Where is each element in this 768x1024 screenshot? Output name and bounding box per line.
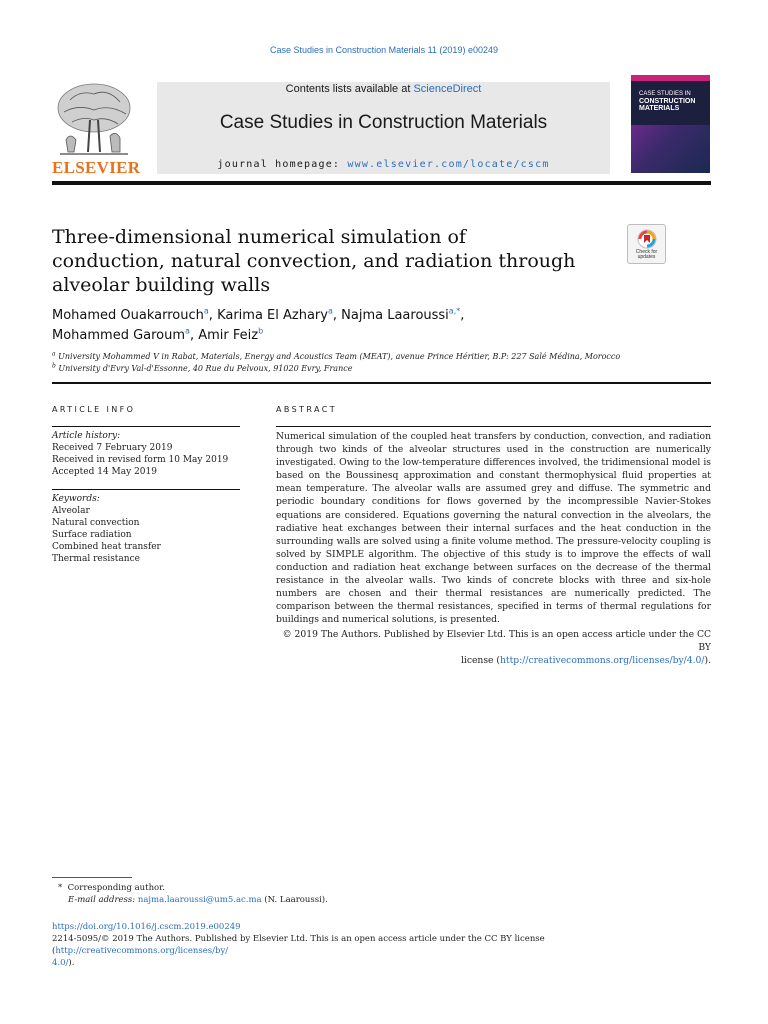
sciencedirect-link[interactable]: ScienceDirect (413, 83, 482, 95)
cover-stripe (631, 75, 710, 81)
author-affil-mark[interactable]: a (203, 306, 209, 316)
check-updates-icon (636, 228, 658, 250)
license-line: license (http://creativecommons.org/licenses/by/4.0/). (460, 655, 711, 667)
cover-artwork (631, 125, 710, 173)
check-for-updates-button[interactable] (627, 224, 666, 264)
doi-link[interactable]: https://doi.org/10.1016/j.cscm.2019.e00249 (52, 922, 241, 932)
journal-title: Case Studies in Construction Materials (219, 112, 548, 133)
abstract-text: Numerical simulation of the coupled heat transfers by conduction, convection, and radiation through two kinds of the alveolar structures used in the construction are numerically investigated. Owing to the low-temperature differences involved, the tridimensional model is based on the Boussinesq approximation and constant thermophysical fluid properties at mean temperature. The alveolar walls are assumed grey and diffuse. The symmetric and periodic boundary conditions for flows governed by the incompressible Navier-Stokes equations are considered. Equations governing the natural convection in the alveolars, the radiative heat exchanges between their internal surfaces and the heat conduction in the surrounding walls are solved using a finite volume method. The pressure-velocity coupling is solved by SIMPLE algorithm. The objective of this study is to improve the effects of wall conduction and radiation heat exchange between surfaces on the decrease of the thermal resistance in the alveolar walls. Two kinds of concrete blocks with three and six-hole numbers are chosen and their thermal resistances are numerically predicted. The comparison between the thermal resistances, specified in terms of thermal regulations for buildings and numerical solutions, is presented. (276, 431, 711, 626)
copyright-line: © 2019 The Authors. Published by Elsevier Ltd. This is an open access article under the CC BY (282, 629, 711, 654)
journal-cover-image[interactable] (631, 75, 710, 173)
issn-line: 2214-5095/© 2019 The Authors. Published by Elsevier Ltd. This is an open access article under the CC BY license (http://creativecommons.org/licenses/by/ 4.0/). (52, 934, 545, 968)
journal-reference[interactable]: Case Studies in Construction Materials 11 (2019) e00249 (270, 45, 498, 55)
homepage-prefix: journal homepage: (217, 159, 348, 170)
article-info-heading: ARTICLE INFO (52, 405, 136, 414)
affiliations (52, 351, 712, 375)
cover-title-line1: CASE STUDIES IN (639, 91, 691, 97)
cover-title-line3: MATERIALS (639, 105, 680, 112)
contents-prefix: Contents lists available at (285, 83, 414, 95)
header-divider (52, 181, 711, 185)
author-affil-mark[interactable]: b (258, 326, 264, 336)
keyword-item: Surface radiation (52, 530, 132, 540)
keyword-item: Combined heat transfer (52, 542, 161, 552)
author-affil-mark[interactable]: a (185, 326, 190, 336)
author-name[interactable]: Najma Laaroussi (341, 308, 449, 323)
affiliation-item: $^b$ University d'Evry Val-d'Essonne, 40 Rue du Pelvoux, 91020 Evry, France (52, 362, 353, 373)
history-label: Article history: (52, 431, 121, 441)
author-affil-mark[interactable]: a (327, 306, 333, 316)
article-title: Three-dimensional numerical simulation of conduction, natural convection, and radiation through alveolar building walls (52, 226, 576, 296)
keywords-block (52, 493, 240, 565)
contents-line (157, 83, 610, 95)
affiliation-divider (52, 382, 711, 384)
author-name[interactable]: Mohammed Garoum (52, 328, 186, 343)
elsevier-wordmark[interactable]: ELSEVIER (52, 158, 141, 177)
author-list: Mohamed Ouakarrouch$^a$, Karima El Azhary$^a$, Najma Laaroussi$^{a,*}$, Mohammed Garoum$^a$, Amir Feiz$^b$ (52, 306, 465, 343)
abstract-copyright (276, 628, 711, 667)
email-link[interactable]: najma.laaroussi@um5.ac.ma (137, 895, 262, 905)
affiliation-item: $^a$ University Mohammed V in Rabat, Materials, Energy and Acoustics Team (MEAT), avenue Prince Héritier, B.P: 227 Salé Médina, Morocco (52, 350, 621, 361)
author-name[interactable]: Karima El Azhary (217, 308, 328, 323)
keyword-item: Alveolar (52, 506, 90, 516)
author-name[interactable]: Amir Feiz (198, 328, 259, 343)
cover-title (639, 91, 705, 112)
keywords-label: Keywords: (52, 494, 100, 504)
keyword-item: Natural convection (52, 518, 140, 528)
cover-title-line2: CONSTRUCTION (639, 98, 696, 105)
abstract-divider (276, 426, 711, 427)
accepted-date: Accepted 14 May 2019 (52, 467, 157, 477)
abstract-heading: ABSTRACT (276, 405, 338, 414)
issn-license-link[interactable]: http://creativecommons.org/licenses/by/ (55, 946, 229, 956)
footnote-divider (52, 877, 132, 878)
doi-line (52, 921, 241, 933)
check-updates-label: Check for updates (635, 249, 658, 260)
issn-license-link-cont[interactable]: 4.0/ (52, 958, 69, 968)
received-date: Received 7 February 2019 (52, 443, 173, 453)
author-name[interactable]: Mohamed Ouakarrouch (52, 308, 204, 323)
journal-homepage-link[interactable]: www.elsevier.com/locate/cscm (347, 159, 550, 170)
revised-date: Received in revised form 10 May 2019 (52, 455, 229, 465)
article-info-divider (52, 426, 240, 427)
article-history (52, 430, 240, 478)
author-affil-mark[interactable]: a,* (448, 306, 461, 316)
keywords-divider (52, 489, 240, 490)
corresponding-author-note: * Corresponding author. (58, 883, 165, 893)
keyword-item: Thermal resistance (52, 554, 140, 564)
email-note: E-mail address: najma.laaroussi@um5.ac.ma (N. Laaroussi). (68, 895, 328, 905)
journal-homepage-line (157, 159, 610, 170)
license-link[interactable]: http://creativecommons.org/licenses/by/4.0/ (500, 655, 705, 667)
